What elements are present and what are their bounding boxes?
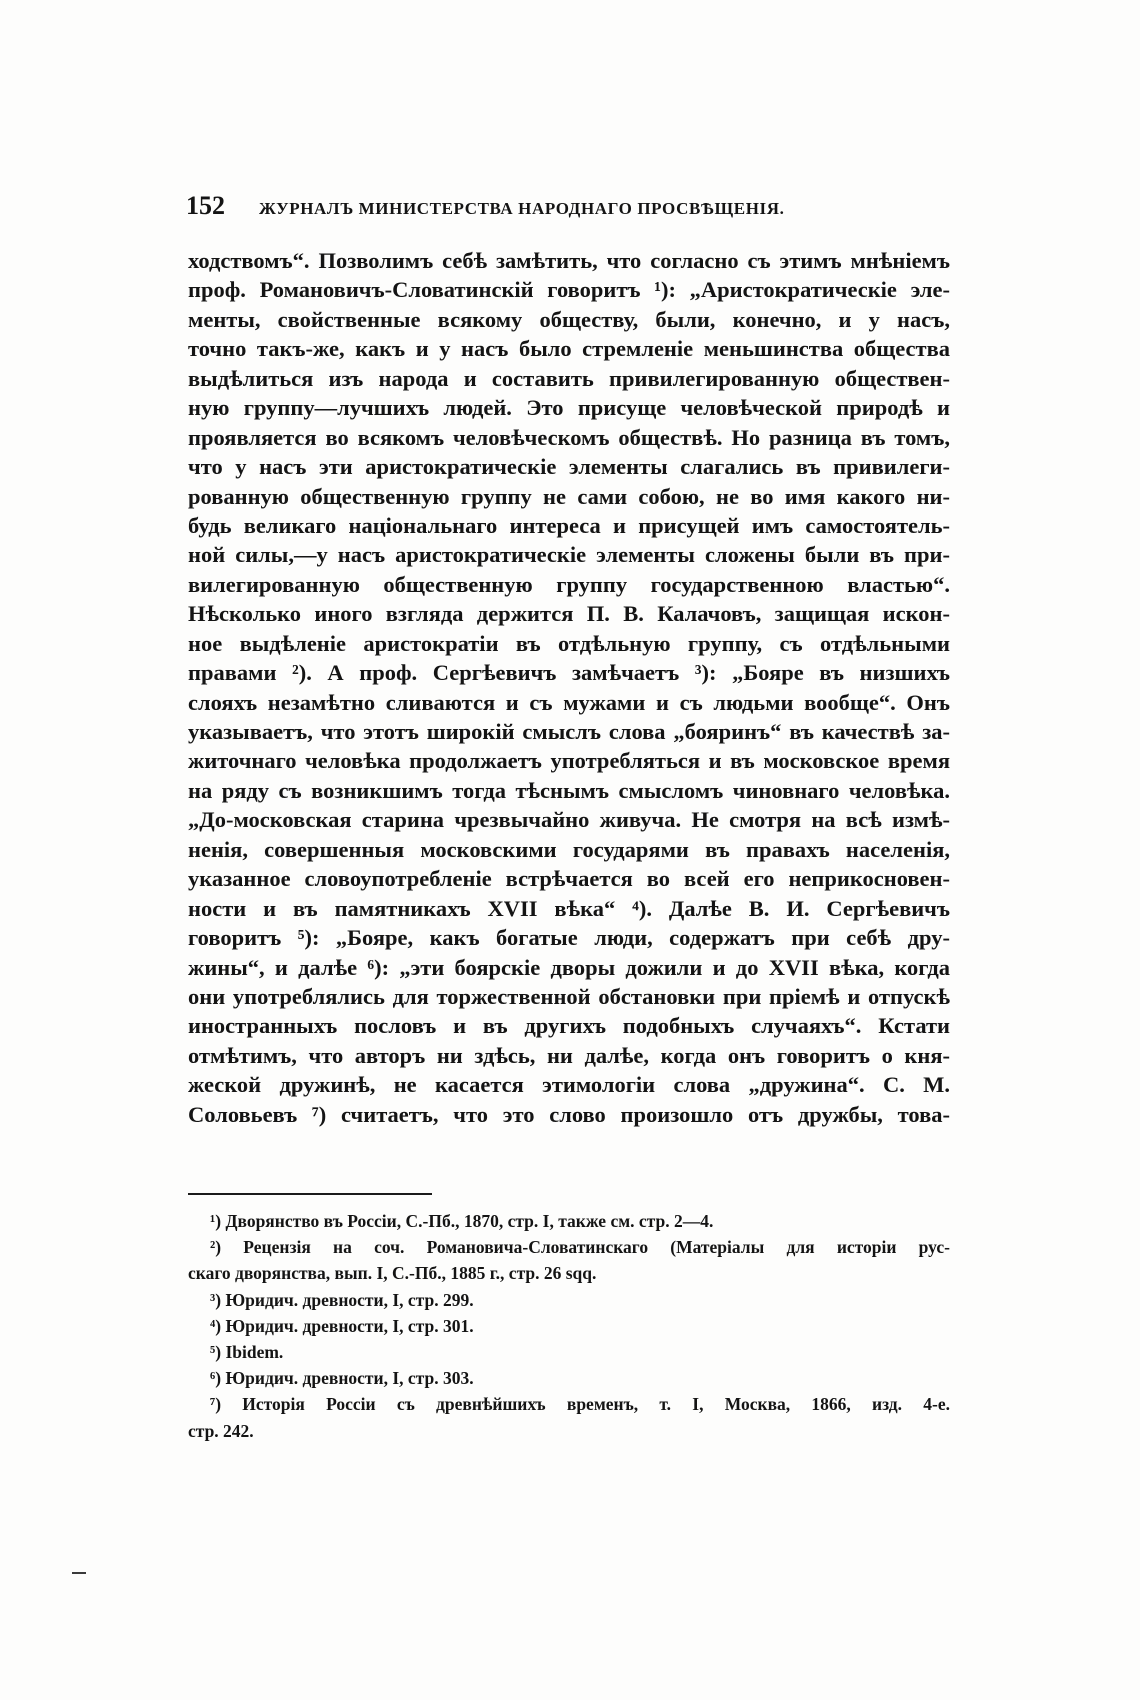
body-line: жеской дружинѣ, не касается этимологіи слова „дружина“. С. М. [188,1072,950,1098]
footnote-continuation: стр. 242. [188,1420,254,1441]
body-line: житочнаго человѣка продолжаетъ употребляться и въ московское время [188,748,950,774]
footnotes [188,1208,950,1444]
body-line: Нѣсколько иного взгляда держится П. В. Калачовъ, защищая искон- [188,601,950,627]
body-line: правами ²). А проф. Сергѣевичъ замѣчаетъ ³): „Бояре въ низшихъ [188,660,950,686]
body-line: ную группу—лучшихъ людей. Это присуще человѣческой природѣ и [188,395,950,421]
footnote: ¹) Дворянство въ Россіи, С.-Пб., 1870, стр. I, также см. стр. 2—4. [210,1211,714,1231]
body-line: Соловьевъ ⁷) считаетъ, что это слово произошло отъ дружбы, това- [188,1101,950,1127]
body-line: они употреблялись для торжественной обстановки при пріемѣ и отпускѣ [188,983,950,1009]
body-line: „До-московская старина чрезвычайно живуча. Не смотря на всѣ измѣ- [188,807,950,833]
body-line: будь великаго національнаго интереса и присущей имъ самостоятель- [188,512,950,538]
page-header [186,191,946,221]
footnote: ⁴) Юридич. древности, I, стр. 301. [210,1315,474,1336]
body-line: проф. Романовичъ-Словатинскій говоритъ ¹): „Аристократическіе эле- [188,277,950,303]
body-line: ненія, совершенныя московскими государями въ правахъ населенія, [188,836,950,862]
body-line: ходствомъ“. Позволимъ себѣ замѣтить, что согласно съ этимъ мнѣніемъ [188,248,950,273]
margin-mark [72,1572,86,1574]
page-number: 152 [186,191,225,220]
body-line: говоритъ ⁵): „Бояре, какъ богатые люди, содержатъ при себѣ дру- [188,925,950,951]
footnote: ³) Юридич. древности, I, стр. 299. [210,1289,474,1310]
body-line: выдѣлиться изъ народа и составить привилегированную обществен- [188,365,950,391]
footnote: ⁷) Исторія Россіи съ древнѣйшихъ временъ, т. I, Москва, 1866, изд. 4-е. [210,1394,950,1415]
body-line: рованную общественную группу не сами собою, не во имя какого ни- [188,483,950,509]
body-line: иностранныхъ пословъ и въ другихъ подобныхъ случаяхъ“. Кстати [188,1013,950,1039]
body-line: проявляется во всякомъ человѣческомъ обществѣ. Но разница въ томъ, [188,424,950,450]
body-text [188,246,950,1129]
footnote: ⁶) Юридич. древности, I, стр. 303. [210,1368,474,1389]
footnote-continuation: скаго дворянства, вып. I, С.-Пб., 1885 г., стр. 26 sqq. [188,1263,597,1284]
body-line: что у насъ эти аристократическіе элементы слагались въ привилеги- [188,454,950,480]
footnote-separator [188,1193,432,1195]
running-head: ЖУРНАЛЪ МИНИСТЕРСТВА НАРОДНАГО ПРОСВѢЩЕНІЯ. [259,199,785,218]
body-line: ной силы,—у насъ аристократическіе элементы сложены были въ при- [188,542,950,568]
body-line: ности и въ памятникахъ XVII вѣка“ ⁴). Далѣе В. И. Сергѣевичъ [188,895,950,921]
body-line: отмѣтимъ, что авторъ ни здѣсь, ни далѣе, когда онъ говоритъ о кня- [188,1042,950,1068]
body-line: жины“, и далѣе ⁶): „эти боярскіе дворы дожили и до XVII вѣка, когда [188,954,950,980]
body-line: указанное словоупотребленіе встрѣчается во всей его неприкосновен- [188,866,950,892]
footnote: ⁵) Ibidem. [210,1341,284,1362]
body-line: ное выдѣленіе аристократіи въ отдѣльную группу, съ отдѣльными [188,630,950,656]
body-line: на ряду съ возникшимъ тогда тѣснымъ смысломъ чиновнаго человѣка. [188,777,950,803]
body-line: указываетъ, что этотъ широкій смыслъ слова „бояринъ“ въ качествѣ за- [188,719,950,744]
body-line: вилегированную общественную группу государственною властью“. [188,571,950,597]
body-line: точно такъ-же, какъ и у насъ было стремленіе меньшинства общества [188,336,950,362]
body-line: слояхъ незамѣтно сливаются и съ мужами и съ людьми вообще“. Онъ [188,689,950,715]
footnote: ²) Рецензія на соч. Романовича-Словатинскаго (Матеріалы для исторіи рус- [210,1237,950,1258]
body-line: менты, свойственные всякому обществу, были, конечно, и у насъ, [188,306,950,332]
